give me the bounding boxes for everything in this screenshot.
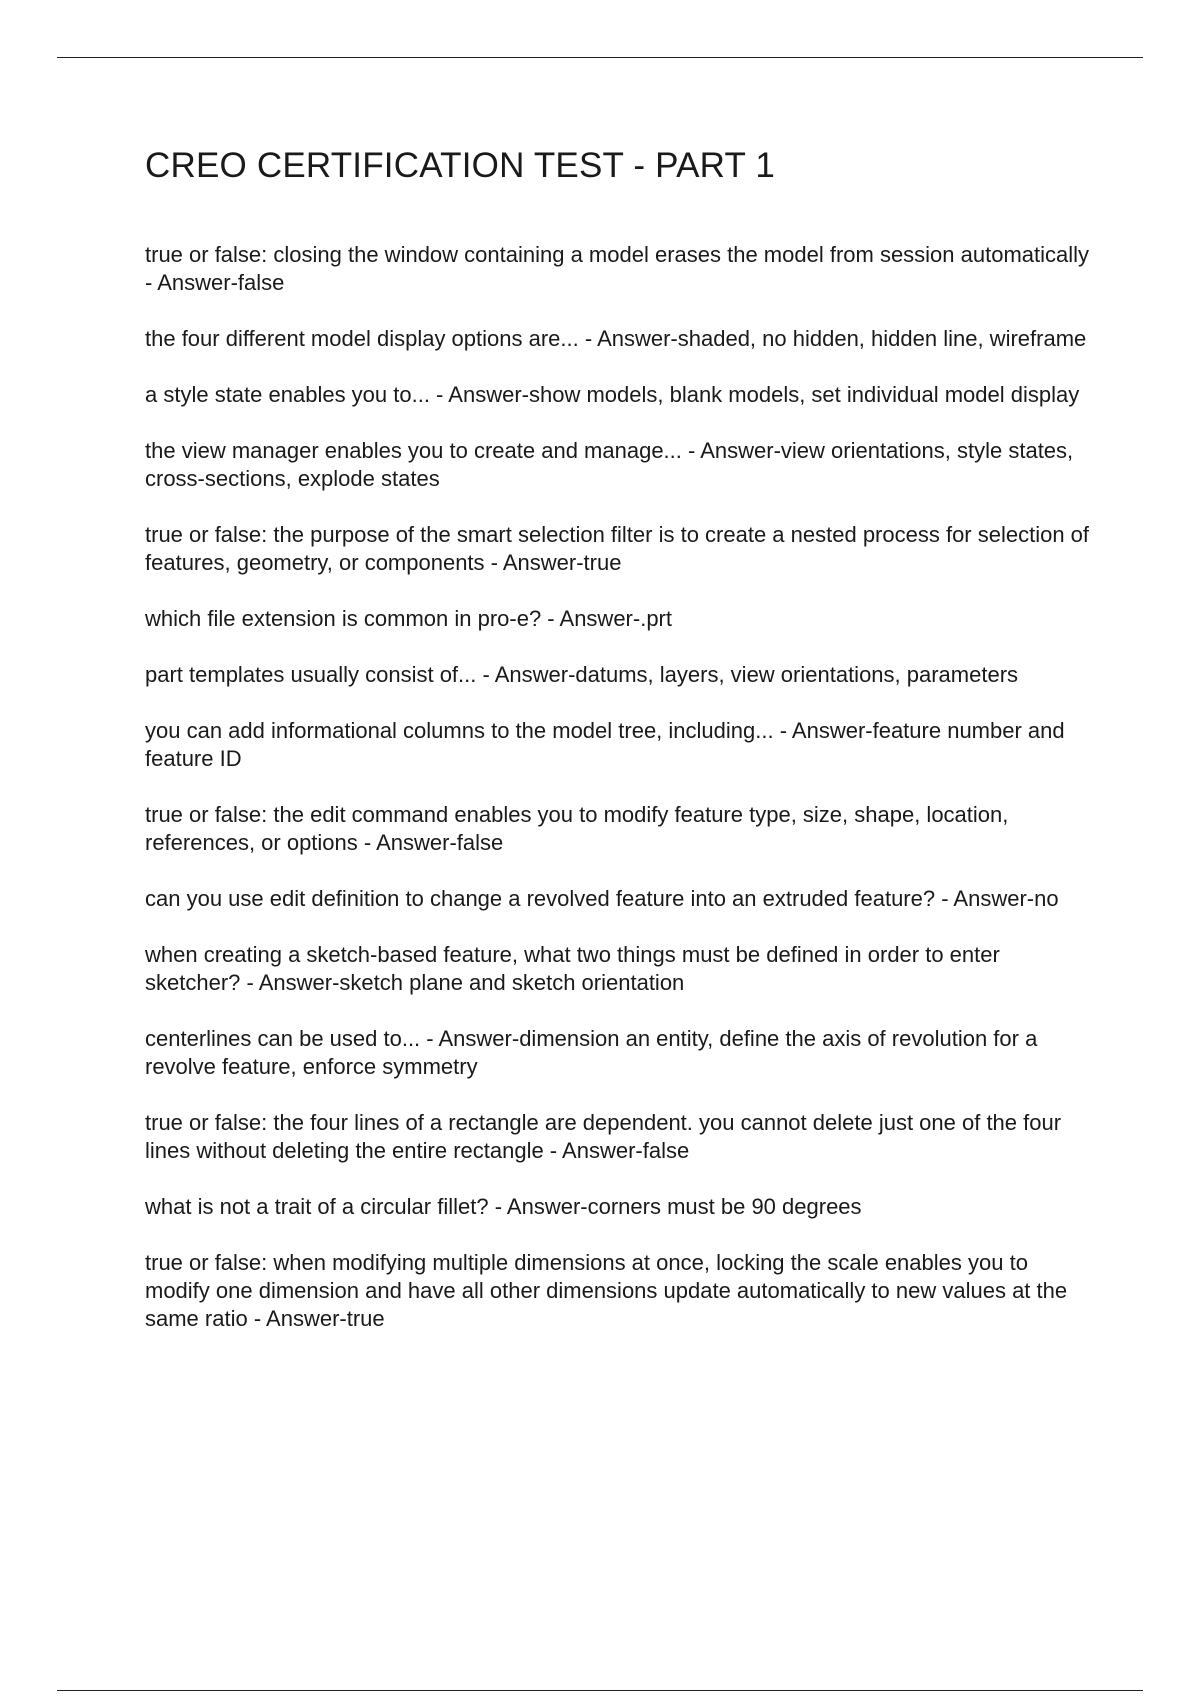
qa-item: true or false: when modifying multiple dimensions at once, locking the scale enables you to modify one dimension and have all other dimensions update automatically to new values at the same ratio - Answer-true xyxy=(145,1250,1068,1331)
qa-item: true or false: closing the window containing a model erases the model from session automatically - Answer-false xyxy=(145,242,1090,295)
qa-item: you can add informational columns to the model tree, including... - Answer-feature number and feature ID xyxy=(145,718,1065,771)
qa-item: true or false: the edit command enables you to modify feature type, size, shape, location, references, or options - Answer-false xyxy=(145,802,1009,855)
qa-item: which file extension is common in pro-e? - Answer-.prt xyxy=(145,606,672,631)
qa-item: true or false: the purpose of the smart selection filter is to create a nested process for selection of features, geometry, or components - Answer-true xyxy=(145,522,1090,575)
top-divider xyxy=(57,57,1143,58)
qa-list xyxy=(145,241,1095,1361)
qa-item: what is not a trait of a circular fillet? - Answer-corners must be 90 degrees xyxy=(145,1194,862,1219)
qa-item: a style state enables you to... - Answer-show models, blank models, set individual model display xyxy=(145,382,1080,407)
qa-item: when creating a sketch-based feature, what two things must be defined in order to enter sketcher? - Answer-sketch plane and sketch orientation xyxy=(145,942,1000,995)
qa-item: true or false: the four lines of a rectangle are dependent. you cannot delete just one of the four lines without deleting the entire rectangle - Answer-false xyxy=(145,1110,1062,1163)
qa-item: can you use edit definition to change a revolved feature into an extruded feature? - Answer-no xyxy=(145,886,1059,911)
qa-item: the four different model display options are... - Answer-shaded, no hidden, hidden line, wireframe xyxy=(145,326,1087,351)
page-title: CREO CERTIFICATION TEST - PART 1 xyxy=(145,146,776,185)
qa-item: the view manager enables you to create and manage... - Answer-view orientations, style states, cross-sections, explode states xyxy=(145,438,1074,491)
bottom-divider xyxy=(57,1690,1143,1691)
qa-item: part templates usually consist of... - Answer-datums, layers, view orientations, parameters xyxy=(145,662,1019,687)
qa-item: centerlines can be used to... - Answer-dimension an entity, define the axis of revolution for a revolve feature, enforce symmetry xyxy=(145,1026,1038,1079)
